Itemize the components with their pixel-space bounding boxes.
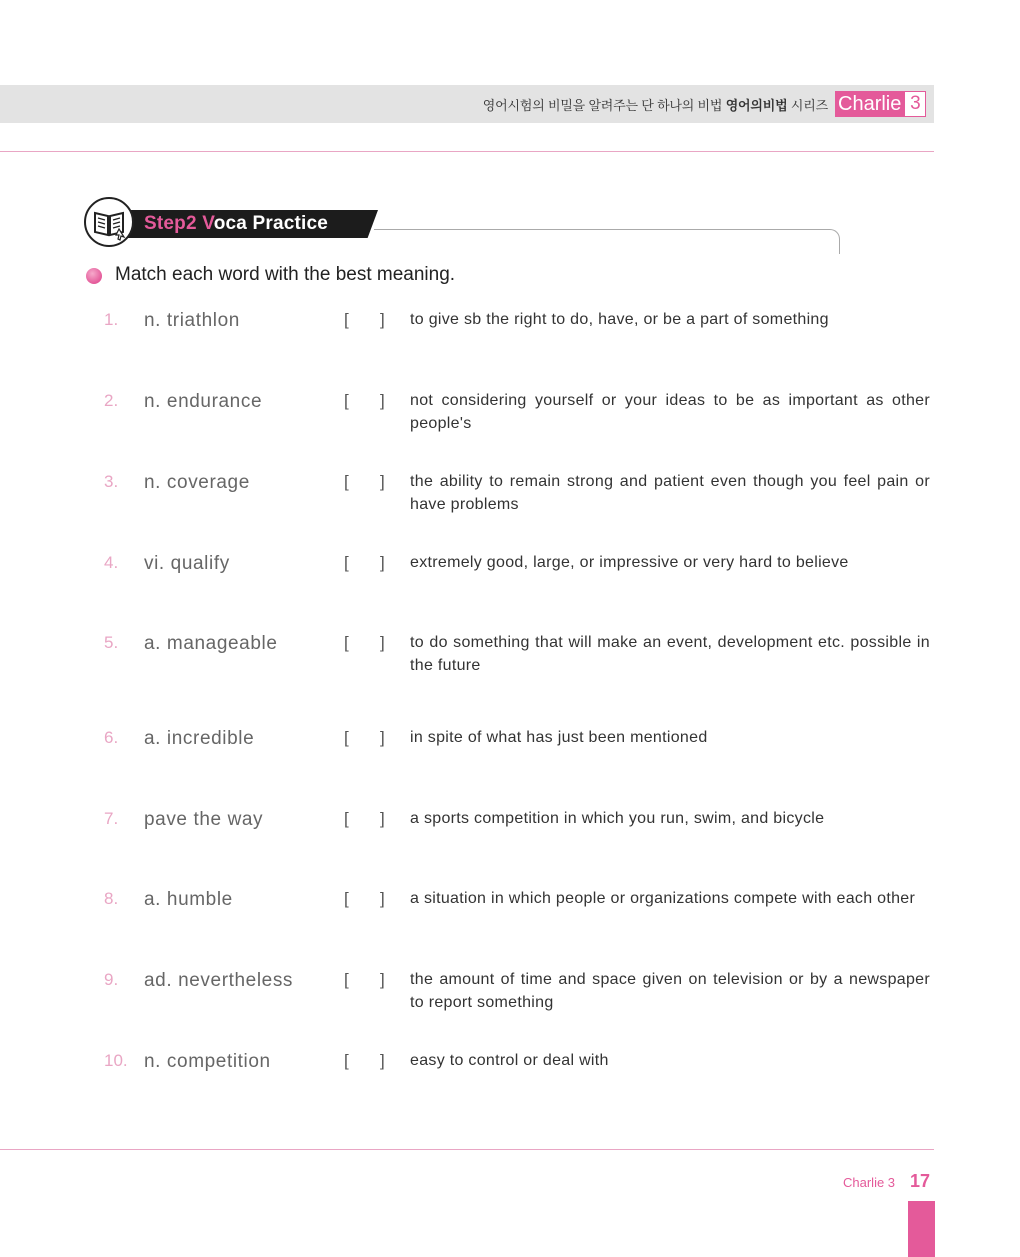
answer-bracket-close[interactable]: ]	[380, 391, 385, 410]
brand-number: 3	[904, 91, 926, 117]
item-definition: extremely good, large, or impressive or very hard to believe	[410, 554, 849, 571]
item-number: 1.	[104, 310, 119, 329]
series-bold: 영어의비법	[725, 98, 788, 113]
answer-bracket-open[interactable]: [	[344, 728, 349, 747]
item-definition: to give sb the right to do, have, or be a part of something	[410, 311, 829, 328]
item-number: 2.	[104, 391, 119, 410]
item-definition: a situation in which people or organizations compete with each other	[410, 890, 916, 907]
item-word: n. endurance	[144, 391, 263, 412]
item-number: 9.	[104, 970, 119, 989]
answer-bracket-open[interactable]: [	[344, 310, 349, 329]
answer-bracket-open[interactable]: [	[344, 1051, 349, 1070]
answer-bracket-open[interactable]: [	[344, 889, 349, 908]
answer-bracket-open[interactable]: [	[344, 970, 349, 989]
item-definition: easy to control or deal with	[410, 1052, 609, 1069]
item-word: vi. qualify	[144, 553, 230, 574]
item-definition: a sports competition in which you run, swim, and bicycle	[410, 810, 825, 827]
series-suffix: 시리즈	[790, 98, 828, 113]
item-definition: not considering yourself or your ideas to be as important as other people's	[410, 392, 930, 432]
answer-bracket-open[interactable]: [	[344, 633, 349, 652]
answer-bracket-close[interactable]: ]	[380, 809, 385, 828]
answer-bracket-close[interactable]: ]	[380, 1051, 385, 1070]
answer-bracket-open[interactable]: [	[344, 553, 349, 572]
answer-bracket-close[interactable]: ]	[380, 970, 385, 989]
item-word: a. incredible	[144, 728, 255, 749]
item-word: pave the way	[144, 809, 264, 830]
page-number: 17	[910, 1171, 931, 1191]
item-word: a. humble	[144, 889, 233, 910]
answer-bracket-close[interactable]: ]	[380, 472, 385, 491]
brand-badge	[835, 91, 926, 117]
item-number: 8.	[104, 889, 119, 908]
item-definition: in spite of what has just been mentioned	[410, 729, 708, 746]
answer-bracket-open[interactable]: [	[344, 809, 349, 828]
item-word: ad. nevertheless	[144, 970, 294, 991]
answer-bracket-close[interactable]: ]	[380, 310, 385, 329]
item-word: n. triathlon	[144, 310, 240, 331]
title-rest: oca Practice	[213, 213, 329, 234]
answer-bracket-close[interactable]: ]	[380, 728, 385, 747]
title-first-letter: V	[202, 213, 214, 234]
open-book-icon	[84, 197, 134, 247]
bottom-divider	[0, 1149, 934, 1150]
item-number: 3.	[104, 472, 119, 491]
item-definition: the amount of time and space given on television or by a newspaper to report something	[410, 971, 930, 1011]
brand-name: Charlie	[835, 91, 904, 117]
answer-bracket-close[interactable]: ]	[380, 553, 385, 572]
item-word: a. manageable	[144, 633, 278, 654]
item-number: 6.	[104, 728, 119, 747]
instruction-text: Match each word with the best meaning.	[115, 264, 456, 285]
answer-bracket-close[interactable]: ]	[380, 633, 385, 652]
item-definition: the ability to remain strong and patient even though you feel pain or have problems	[410, 473, 930, 513]
section-rule	[374, 229, 840, 254]
item-definition: to do something that will make an event, development etc. possible in the future	[410, 634, 930, 674]
section-title	[144, 213, 328, 235]
top-divider	[0, 151, 934, 152]
item-number: 10.	[104, 1051, 128, 1070]
answer-bracket-close[interactable]: ]	[380, 889, 385, 908]
item-number: 4.	[104, 553, 119, 572]
section-header	[84, 197, 844, 257]
step-label: Step2	[144, 213, 197, 234]
page-tab	[908, 1201, 935, 1257]
answer-bracket-open[interactable]: [	[344, 472, 349, 491]
series-tagline	[483, 95, 828, 114]
bullet-dot-icon	[86, 268, 102, 284]
answer-bracket-open[interactable]: [	[344, 391, 349, 410]
footer-label: Charlie 3	[843, 1175, 896, 1190]
item-number: 7.	[104, 809, 119, 828]
item-word: n. coverage	[144, 472, 250, 493]
series-text: 영어시험의 비밀을 알려주는 단 하나의 비법	[482, 98, 723, 113]
item-word: n. competition	[144, 1051, 271, 1072]
item-number: 5.	[104, 633, 119, 652]
